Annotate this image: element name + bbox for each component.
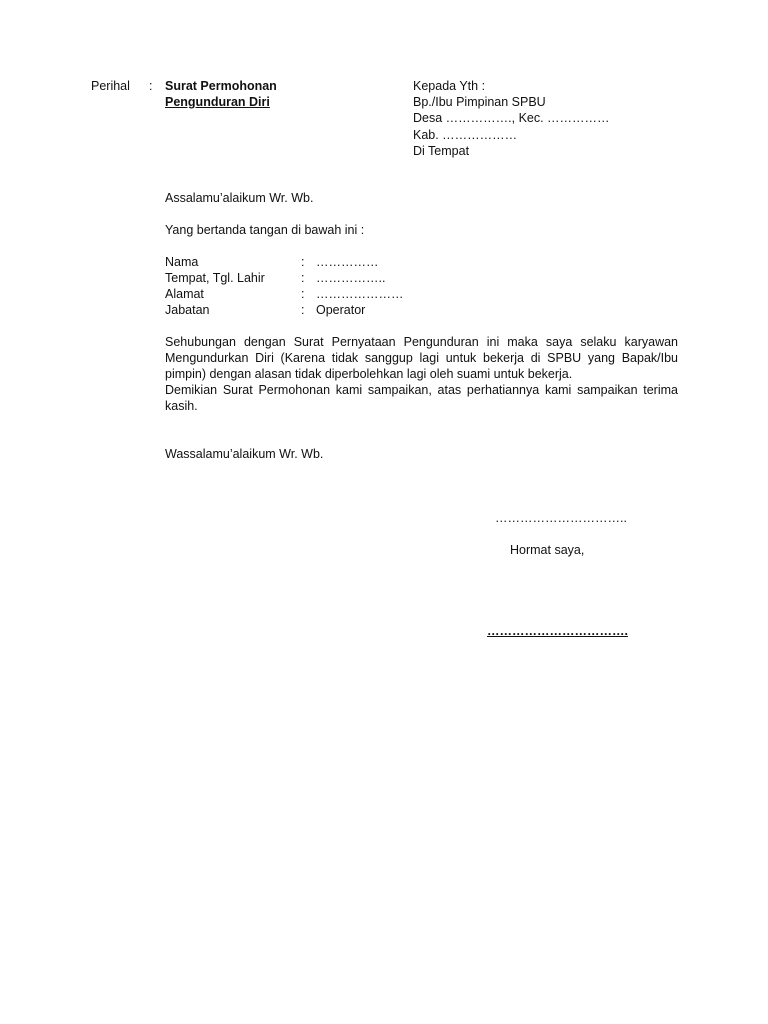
- field-label: Jabatan: [165, 303, 210, 317]
- recipient-block: [413, 78, 610, 159]
- field-row-alamat: [165, 286, 404, 302]
- field-row-nama: [165, 254, 404, 270]
- field-colon: :: [301, 287, 305, 301]
- field-value: Operator: [316, 303, 366, 317]
- recipient-line: Desa ……………., Kec. ……………: [413, 111, 610, 126]
- field-value: ……………: [316, 255, 379, 269]
- field-label: Alamat: [165, 287, 204, 301]
- field-colon: :: [301, 255, 305, 269]
- field-value: ……………..: [316, 271, 386, 285]
- recipient-line: Bp./Ibu Pimpinan SPBU: [413, 95, 546, 110]
- subject-title-line2: Pengunduran Diri: [165, 95, 270, 109]
- field-colon: :: [301, 271, 305, 285]
- subject-title: Surat Permohonan: [165, 79, 277, 93]
- closing-greeting: Wassalamu’alaikum Wr. Wb.: [165, 447, 324, 461]
- letter-body: [165, 334, 678, 414]
- signature-place-date: …………………………..: [495, 511, 627, 525]
- subject-label: Perihal: [91, 79, 130, 93]
- field-row-jabatan: [165, 302, 404, 318]
- intro-text: Yang bertanda tangan di bawah ini :: [165, 223, 365, 237]
- recipient-line: Kab. ………………: [413, 127, 518, 142]
- field-label: Nama: [165, 255, 199, 269]
- body-paragraph: Demikian Surat Permohonan kami sampaikan, atas perhatiannya kami sampaikan terima kasih.: [165, 383, 678, 413]
- field-colon: :: [301, 303, 305, 317]
- recipient-line: Kepada Yth :: [413, 79, 486, 93]
- recipient-line: Di Tempat: [413, 143, 470, 158]
- signature-name: …………………………….: [487, 624, 628, 638]
- field-label: Tempat, Tgl. Lahir: [165, 271, 265, 285]
- body-paragraph: Sehubungan dengan Surat Pernyataan Pengunduran ini maka saya selaku karyawan Mengundurkan Diri (Karena tidak sanggup lagi untuk bekerja di SPBU yang Bapak/Ibu pimpin) dengan alasan tidak diperbolehkan lagi oleh suami untuk bekerja.: [165, 335, 678, 381]
- field-value: …………………: [316, 287, 404, 301]
- subject-colon: :: [149, 79, 153, 93]
- signature-closing: Hormat saya,: [510, 543, 585, 557]
- field-row-tempat-tgl-lahir: [165, 270, 404, 286]
- opening-greeting: Assalamu’alaikum Wr. Wb.: [165, 191, 314, 205]
- identity-fields: [165, 254, 404, 318]
